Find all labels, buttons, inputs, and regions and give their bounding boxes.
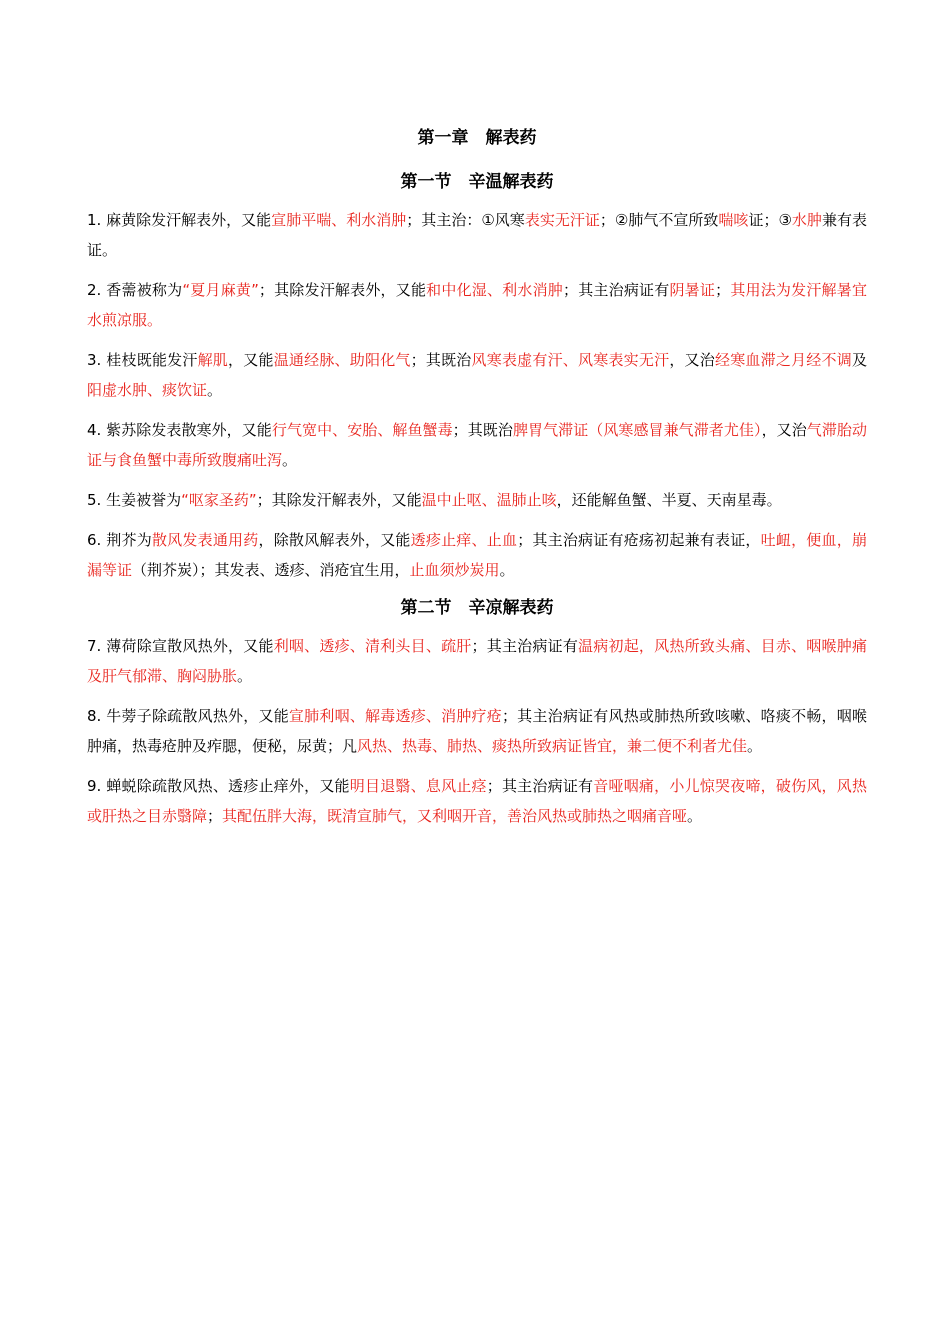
body-text: ；其除发汗解表外，又能 — [258, 281, 427, 299]
highlight-text: 脾胃气滞证（风寒感冒兼气滞者尤佳） — [512, 421, 762, 439]
highlight-text: 利咽、透疹、清利头目、疏肝 — [273, 637, 472, 655]
body-text: ，还能解鱼蟹、半夏、天南星毒。 — [556, 491, 782, 509]
highlight-text: 气滞胎动证与食鱼蟹中毒所致腹痛吐泻 — [87, 421, 867, 469]
section-cool — [87, 595, 867, 831]
body-text: 4. 紫苏除发表散寒外，又能 — [87, 421, 272, 439]
list-item — [87, 275, 867, 335]
highlight-text: 阴暑证 — [669, 281, 716, 299]
highlight-text: 其配伍胖大海，既清宣肺气，又利咽开音，善治风热或肺热之咽痛音哑 — [222, 807, 688, 825]
highlight-text: “呕家圣药” — [181, 491, 257, 509]
highlight-text: 吐衄，便血，崩漏等证 — [87, 531, 867, 579]
body-text: 证；③ — [748, 211, 792, 229]
highlight-text: 解肌 — [197, 351, 229, 369]
body-text: ，又能 — [228, 351, 274, 369]
body-text: 及 — [851, 351, 867, 369]
highlight-text: 其用法为发汗解暑宜水煎凉服。 — [87, 281, 867, 329]
highlight-text: 宣肺利咽、解毒透疹、消肿疗疮 — [288, 707, 502, 725]
body-text: 兼有表证。 — [87, 211, 867, 259]
body-text: ； — [207, 807, 223, 825]
section-title: 第二节 辛凉解表药 — [400, 598, 554, 618]
body-text: ；其既治 — [452, 421, 513, 439]
body-text: ； — [715, 281, 731, 299]
body-text: ；其主治病证有 — [486, 777, 594, 795]
highlight-text: 散风发表通用药 — [151, 531, 259, 549]
highlight-text: 行气宽中、安胎、解鱼蟹毒 — [271, 421, 453, 439]
body-text: 。 — [687, 807, 703, 825]
body-text: ；其主治：①风寒 — [406, 211, 525, 229]
body-text: ；其除发汗解表外，又能 — [256, 491, 422, 509]
item-list — [87, 205, 867, 585]
body-text: ，又治 — [669, 351, 715, 369]
body-text: ；其主治病证有疮疡初起兼有表证， — [517, 531, 761, 549]
highlight-text: 温通经脉、助阳化气 — [273, 351, 411, 369]
body-text: 。 — [747, 737, 763, 755]
body-text: 。 — [237, 667, 253, 685]
list-item — [87, 701, 867, 761]
list-item — [87, 525, 867, 585]
highlight-text: 透疹止痒、止血 — [410, 531, 518, 549]
body-text: ；其主治病证有风热或肺热所致咳嗽、咯痰不畅，咽喉肿痛，热毒疮肿及痄腮，便秘，尿黄；凡 — [87, 707, 867, 755]
list-item — [87, 415, 867, 475]
body-text: ，除散风解表外，又能 — [258, 531, 411, 549]
highlight-text: 音哑咽痛，小儿惊哭夜啼，破伤风，风热或肝热之目赤翳障 — [87, 777, 867, 825]
chapter-title: 第一章 解表药 — [417, 128, 537, 148]
highlight-text: 止血须炒炭用 — [409, 561, 500, 579]
highlight-text: 和中化湿、利水消肿 — [426, 281, 564, 299]
body-text: 9. 蝉蜕除疏散风热、透疹止痒外，又能 — [87, 777, 350, 795]
highlight-text: 温中止呕、温肺止咳 — [421, 491, 557, 509]
highlight-text: 表实无汗证 — [524, 211, 600, 229]
highlight-text: 喘咳 — [718, 211, 749, 229]
body-text: 。 — [499, 561, 515, 579]
list-item — [87, 205, 867, 265]
highlight-text: 阳虚水肿、痰饮证 — [87, 381, 208, 399]
section-warm — [87, 169, 867, 585]
highlight-text: 风热、热毒、肺热、痰热所致病证皆宜，兼二便不利者尤佳 — [357, 737, 748, 755]
highlight-text: 宣肺平喘、利水消肿 — [271, 211, 407, 229]
highlight-text: 明目退翳、息风止痉 — [349, 777, 487, 795]
body-text: 2. 香薷被称为 — [87, 281, 183, 299]
item-list — [87, 631, 867, 831]
body-text: 7. 薄荷除宣散风热外，又能 — [87, 637, 274, 655]
body-text: ；其主治病证有 — [563, 281, 670, 299]
body-text: （荆芥炭）；其发表、透疹、消疮宜生用， — [132, 561, 410, 579]
highlight-text: 温病初起，风热所致头痛、目赤、咽喉肿痛及肝气郁滞、胸闷胁胀 — [87, 637, 867, 685]
body-text: 1. 麻黄除发汗解表外，又能 — [87, 211, 272, 229]
body-text: 。 — [282, 451, 298, 469]
highlight-text: “夏月麻黄” — [182, 281, 259, 299]
highlight-text: 经寒血滞之月经不调 — [714, 351, 852, 369]
list-item — [87, 485, 867, 515]
list-item — [87, 345, 867, 405]
body-text: 8. 牛蒡子除疏散风热外，又能 — [87, 707, 289, 725]
body-text: ；其既治 — [410, 351, 472, 369]
body-text: 5. 生姜被誉为 — [87, 491, 182, 509]
highlight-text: 风寒表虚有汗、风寒表实无汗 — [471, 351, 670, 369]
highlight-text: 水肿 — [791, 211, 822, 229]
body-text: 6. 荆芥为 — [87, 531, 152, 549]
body-text: ，又治 — [761, 421, 807, 439]
body-text: 3. 桂枝既能发汗 — [87, 351, 198, 369]
section-title: 第一节 辛温解表药 — [400, 172, 554, 192]
body-text: ；其主治病证有 — [471, 637, 579, 655]
document-page — [87, 125, 867, 841]
body-text: ；②肺气不宣所致 — [599, 211, 719, 229]
list-item — [87, 771, 867, 831]
list-item — [87, 631, 867, 691]
body-text: 。 — [207, 381, 223, 399]
